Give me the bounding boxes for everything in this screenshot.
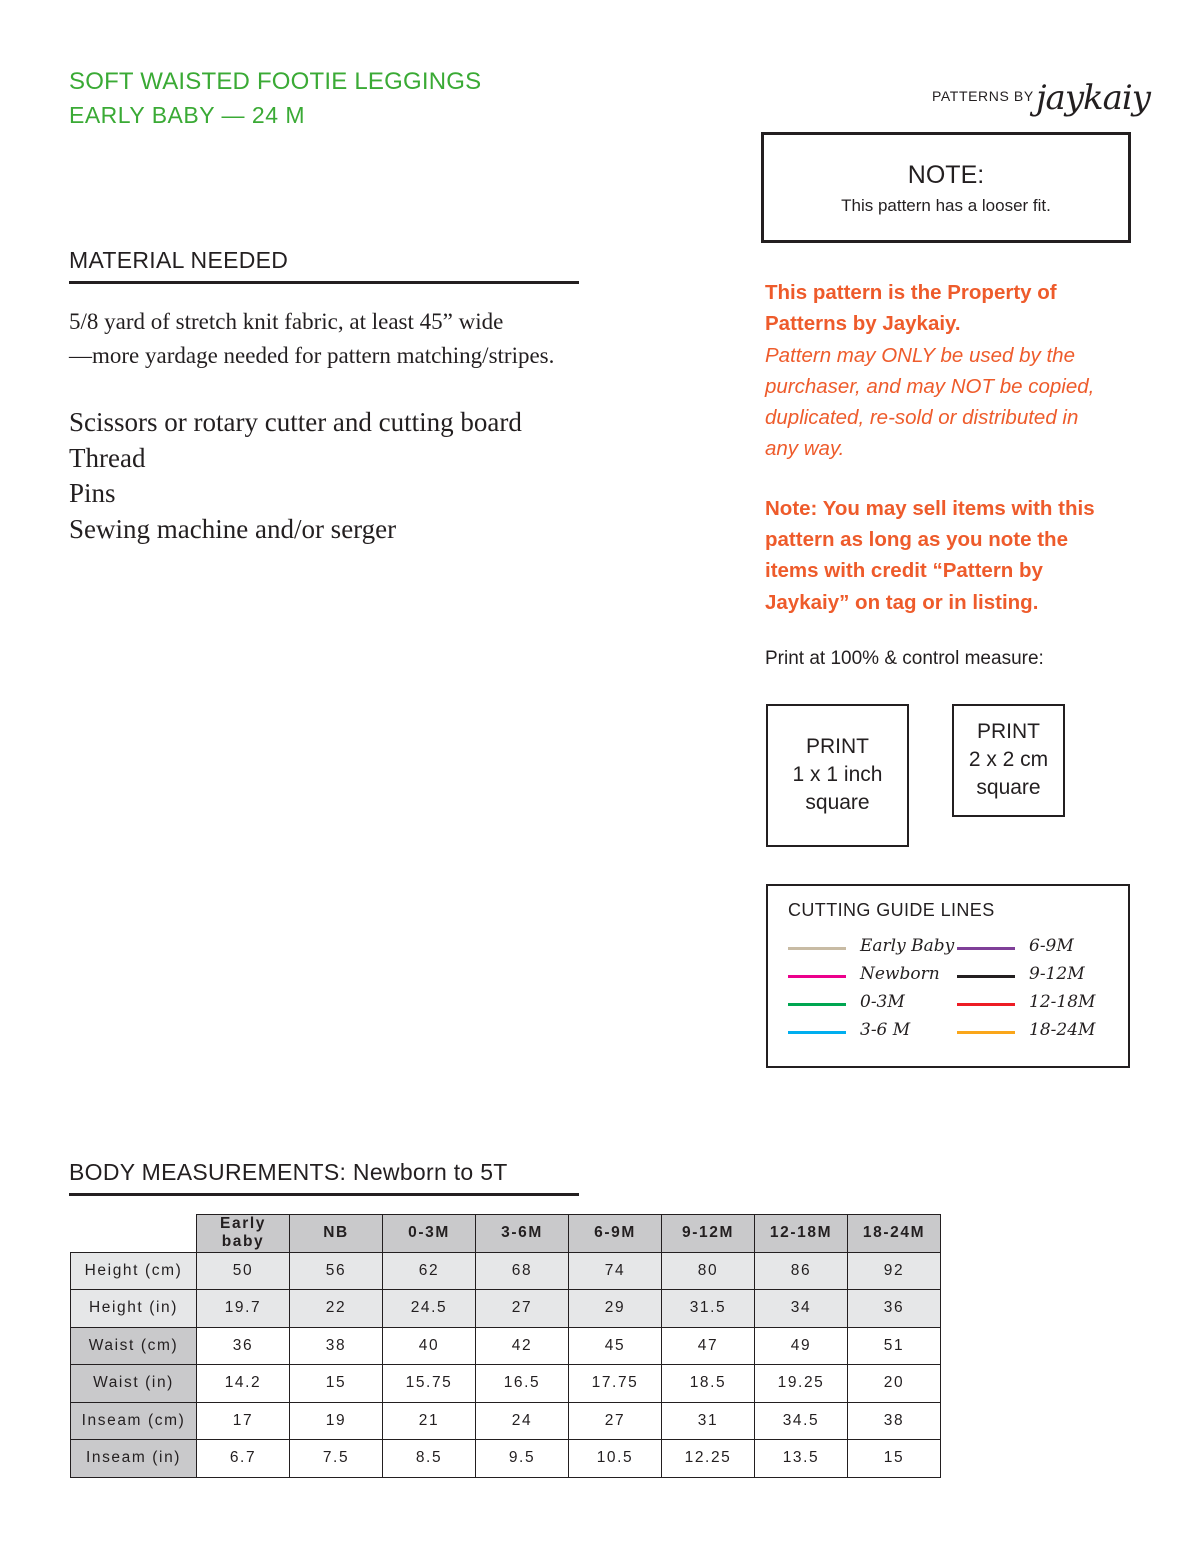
measurements-heading-main: BODY MEASUREMENTS: bbox=[69, 1159, 347, 1185]
table-cell: 80 bbox=[662, 1252, 755, 1290]
column-header: NB bbox=[290, 1215, 383, 1253]
table-row bbox=[71, 1290, 941, 1328]
table-cell: 15 bbox=[848, 1440, 941, 1478]
table-row bbox=[71, 1252, 941, 1290]
row-header: Waist (in) bbox=[71, 1365, 197, 1403]
column-header: 3-6M bbox=[476, 1215, 569, 1253]
table-cell: 29 bbox=[569, 1290, 662, 1328]
cut-guide-label: Newborn bbox=[860, 964, 940, 984]
material-divider bbox=[69, 281, 579, 284]
square-label: PRINT bbox=[806, 735, 869, 758]
column-header: Early baby bbox=[197, 1215, 290, 1253]
table-cell: 31 bbox=[662, 1402, 755, 1440]
table-row bbox=[71, 1365, 941, 1403]
usage-line: purchaser, and may NOT be copied, bbox=[765, 374, 1095, 398]
table-cell: 86 bbox=[755, 1252, 848, 1290]
measurements-divider bbox=[69, 1193, 579, 1196]
table-cell: 45 bbox=[569, 1327, 662, 1365]
print-instruction: Print at 100% & control measure: bbox=[765, 648, 1044, 669]
table-cell: 13.5 bbox=[755, 1440, 848, 1478]
table-cell: 20 bbox=[848, 1365, 941, 1403]
sell-note-line: Jaykaiy” on tag or in listing. bbox=[765, 590, 1039, 614]
table-cell: 22 bbox=[290, 1290, 383, 1328]
table-cell: 34 bbox=[755, 1290, 848, 1328]
table-cell: 47 bbox=[662, 1327, 755, 1365]
square-label: PRINT bbox=[977, 720, 1040, 743]
cutting-guide-title: CUTTING GUIDE LINES bbox=[788, 900, 995, 920]
supply-item: Thread bbox=[69, 442, 146, 473]
table-cell: 38 bbox=[290, 1327, 383, 1365]
table-cell: 92 bbox=[848, 1252, 941, 1290]
property-notice bbox=[765, 277, 1137, 618]
table-cell: 40 bbox=[383, 1327, 476, 1365]
row-header: Height (cm) bbox=[71, 1252, 197, 1290]
cut-guide-label: 6-9M bbox=[1029, 936, 1074, 956]
page-title: SOFT WAISTED FOOTIE LEGGINGS bbox=[69, 68, 482, 95]
cut-line-swatch bbox=[788, 975, 846, 978]
property-line: Patterns by Jaykaiy. bbox=[765, 312, 961, 336]
property-line: This pattern is the Property of bbox=[765, 281, 1057, 304]
sell-note-line: items with credit “Pattern by bbox=[765, 559, 1043, 583]
table-cell: 6.7 bbox=[197, 1440, 290, 1478]
table-cell: 17.75 bbox=[569, 1365, 662, 1403]
measurements-heading-range: Newborn to 5T bbox=[352, 1159, 508, 1185]
table-cell: 36 bbox=[197, 1327, 290, 1365]
cut-line-swatch bbox=[788, 1003, 846, 1006]
table-cell: 34.5 bbox=[755, 1402, 848, 1440]
cut-line-swatch bbox=[788, 1031, 846, 1034]
column-header: 0-3M bbox=[383, 1215, 476, 1253]
table-cell: 31.5 bbox=[662, 1290, 755, 1328]
measurements-heading bbox=[69, 1159, 508, 1186]
table-cell: 17 bbox=[197, 1402, 290, 1440]
square-label: 2 x 2 cm bbox=[968, 748, 1049, 771]
usage-line: any way. bbox=[765, 437, 845, 461]
note-title: NOTE: bbox=[907, 161, 985, 189]
cut-guide-label: 18-24M bbox=[1029, 1020, 1096, 1040]
table-cell: 10.5 bbox=[569, 1440, 662, 1478]
table-cell: 12.25 bbox=[662, 1440, 755, 1478]
control-square-inch bbox=[766, 704, 909, 847]
table-cell: 8.5 bbox=[383, 1440, 476, 1478]
table-cell: 36 bbox=[848, 1290, 941, 1328]
table-cell: 16.5 bbox=[476, 1365, 569, 1403]
table-cell: 62 bbox=[383, 1252, 476, 1290]
brand-logo: jaykaiy bbox=[1036, 78, 1150, 118]
cut-line-swatch bbox=[957, 947, 1015, 950]
table-cell: 51 bbox=[848, 1327, 941, 1365]
cut-guide-label: 9-12M bbox=[1029, 964, 1085, 984]
sell-note-line: Note: You may sell items with this bbox=[765, 496, 1095, 520]
fabric-line: —more yardage needed for pattern matching/stripes. bbox=[69, 343, 555, 368]
cut-guide-label: 3-6 M bbox=[860, 1020, 911, 1040]
table-cell: 27 bbox=[569, 1402, 662, 1440]
row-header: Inseam (in) bbox=[71, 1440, 197, 1478]
measurements-table bbox=[70, 1214, 941, 1478]
row-header: Inseam (cm) bbox=[71, 1402, 197, 1440]
supplies-list bbox=[69, 405, 522, 547]
table-header-row bbox=[71, 1215, 941, 1253]
table-row bbox=[71, 1440, 941, 1478]
cut-guide-label: 12-18M bbox=[1029, 992, 1096, 1012]
supply-item: Sewing machine and/or serger bbox=[69, 513, 397, 544]
page-subtitle: EARLY BABY — 24 M bbox=[69, 102, 306, 128]
note-text: This pattern has a looser fit. bbox=[841, 196, 1051, 215]
cut-guide-label: 0-3M bbox=[860, 992, 905, 1012]
table-cell: 42 bbox=[476, 1327, 569, 1365]
control-square-cm bbox=[952, 704, 1065, 817]
table-cell: 50 bbox=[197, 1252, 290, 1290]
cut-line-swatch bbox=[788, 947, 846, 950]
table-cell: 7.5 bbox=[290, 1440, 383, 1478]
table-cell: 38 bbox=[848, 1402, 941, 1440]
table-cell: 68 bbox=[476, 1252, 569, 1290]
table-cell: 21 bbox=[383, 1402, 476, 1440]
table-row bbox=[71, 1327, 941, 1365]
fabric-line: 5/8 yard of stretch knit fabric, at least 45” wide bbox=[69, 309, 504, 334]
table-cell: 24 bbox=[476, 1402, 569, 1440]
table-cell: 14.2 bbox=[197, 1365, 290, 1403]
table-cell: 49 bbox=[755, 1327, 848, 1365]
cutting-guide-box bbox=[766, 884, 1130, 1068]
table-cell: 74 bbox=[569, 1252, 662, 1290]
square-label: square bbox=[976, 776, 1041, 799]
column-header: 12-18M bbox=[755, 1215, 848, 1253]
table-cell: 24.5 bbox=[383, 1290, 476, 1328]
usage-line: Pattern may ONLY be used by the bbox=[765, 343, 1075, 367]
supply-item: Pins bbox=[69, 478, 116, 508]
table-cell: 9.5 bbox=[476, 1440, 569, 1478]
cut-line-swatch bbox=[957, 1003, 1015, 1006]
fabric-requirement bbox=[69, 305, 554, 373]
cut-line-swatch bbox=[957, 1031, 1015, 1034]
table-cell: 19 bbox=[290, 1402, 383, 1440]
supply-item: Scissors or rotary cutter and cutting board bbox=[69, 407, 522, 437]
brand-prefix: PATTERNS BY bbox=[932, 88, 1034, 104]
column-header: 6-9M bbox=[569, 1215, 662, 1253]
row-header: Height (in) bbox=[71, 1290, 197, 1328]
column-header: 18-24M bbox=[848, 1215, 941, 1253]
usage-line: duplicated, re-sold or distributed in bbox=[765, 406, 1079, 430]
square-label: square bbox=[805, 791, 870, 814]
column-header: 9-12M bbox=[662, 1215, 755, 1253]
row-header: Waist (cm) bbox=[71, 1327, 197, 1365]
table-cell: 27 bbox=[476, 1290, 569, 1328]
material-heading: MATERIAL NEEDED bbox=[69, 247, 289, 273]
table-cell: 15.75 bbox=[383, 1365, 476, 1403]
sell-note-line: pattern as long as you note the bbox=[765, 528, 1068, 552]
square-label: 1 x 1 inch bbox=[792, 763, 883, 786]
cut-line-swatch bbox=[957, 975, 1015, 978]
table-cell: 19.7 bbox=[197, 1290, 290, 1328]
table-row bbox=[71, 1402, 941, 1440]
table-cell: 56 bbox=[290, 1252, 383, 1290]
cut-guide-label: Early Baby bbox=[860, 936, 955, 956]
table-cell: 18.5 bbox=[662, 1365, 755, 1403]
table-cell: 15 bbox=[290, 1365, 383, 1403]
table-cell: 19.25 bbox=[755, 1365, 848, 1403]
note-box bbox=[761, 132, 1131, 243]
